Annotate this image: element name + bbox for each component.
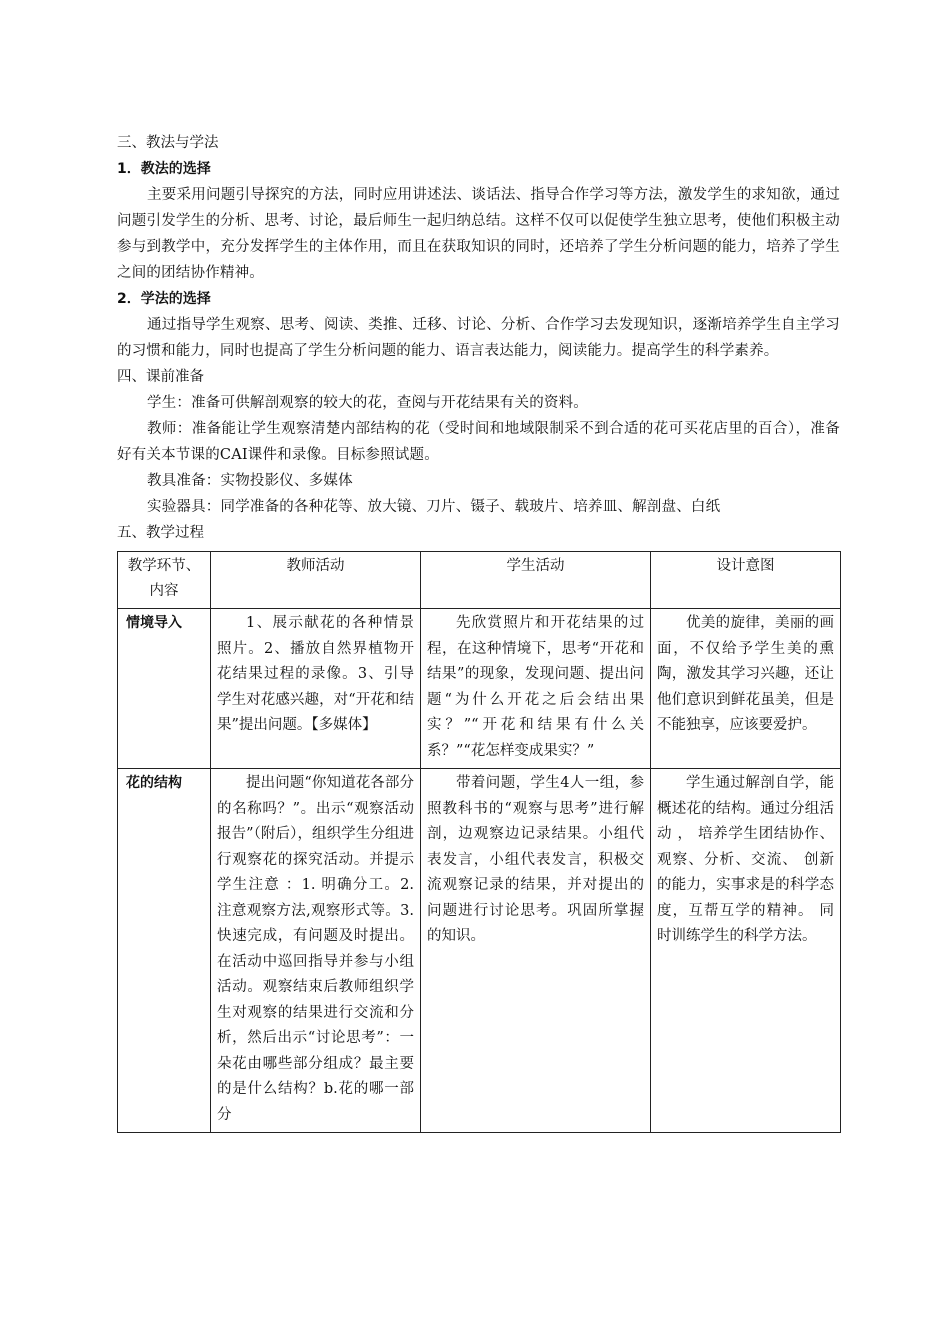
row-student-activity: 带着问题，学生4人一组，参照教科书的“观察与思考”进行解剖，边观察边记录结果。小组代表发言，小组代表发言，积极交流观察记录的结果，并对提出的问题进行讨论思考。巩固所掌握的知识。: [421, 769, 651, 1133]
row-design-intent: 学生通过解剖自学，能概述花的结构。通过分组活动 ， 培养学生团结协作、观察、分析、交流、 创新的能力，实事求是的科学态度，互帮互学的精神。 同时训练学生的科学方法。: [651, 769, 841, 1133]
teaching-method-title: 1．教法的选择: [117, 161, 211, 177]
teaching-process-table: [117, 551, 841, 1133]
row-design-intent: 优美的旋律，美丽的画面，不仅给予学生美的熏陶，激发其学习兴趣，还让他们意识到鲜花虽美，但是不能独享，应该要爱护。: [651, 609, 841, 769]
learning-method-text: 通过指导学生观察、思考、阅读、类推、迁移、讨论、分析、合作学习去发现知识，逐渐培养学生自主学习的习惯和能力，同时也提高了学生分析问题的能力、语言表达能力，阅读能力。提高学生的科学素养。: [117, 317, 840, 359]
row-teacher-activity: 1、展示献花的各种情景照片。2、播放自然界植物开花结果过程的录像。3、引导学生对花感兴趣，对“开花和结果”提出问题。【多媒体】: [211, 609, 421, 769]
row-stage: 情境导入: [118, 609, 211, 769]
table-header-row: [118, 552, 841, 609]
table-row: [118, 609, 841, 769]
prep-tools: 教具准备：实物投影仪、多媒体: [147, 473, 353, 489]
section4-title: 四、课前准备: [117, 369, 204, 385]
learning-method-title: 2．学法的选择: [117, 291, 211, 307]
row-teacher-activity: 提出问题“你知道花各部分的名称吗？”。出示“观察活动报告”（附后），组织学生分组进行观察花的探究活动。并提示学生注意 ：1. 明确分工。2. 注意观察方法,观察形式等。3. 快速完成，有问题及时提出。在活动中巡回指导并参与小组活动。观察结束后教师组织学生对观察的结果进行交流和分析，然后出示“讨论思考”：一朵花由哪些部分组成？最主要的是什么结构？b.花的哪一部分: [211, 769, 421, 1133]
header-student: 学生活动: [421, 552, 651, 609]
section3-title: 三、教法与学法: [117, 135, 219, 151]
document-body: [117, 130, 840, 546]
row-student-activity: 先欣赏照片和开花结果的过程，在这种情境下，思考“开花和结果”的现象，发现问题、提出问题“为什么开花之后会结出果实？”“开花和结果有什么关系？”“花怎样变成果实？”: [421, 609, 651, 769]
prep-students: 学生：准备可供解剖观察的较大的花，查阅与开花结果有关的资料。: [147, 395, 588, 411]
header-stage: 教学环节、内容: [118, 552, 211, 609]
prep-equipment: 实验器具：同学准备的各种花等、放大镜、刀片、镊子、载玻片、培养皿、解剖盘、白纸: [147, 499, 721, 515]
prep-teacher: 教师：准备能让学生观察清楚内部结构的花（受时间和地域限制采不到合适的花可买花店里的百合），准备好有关本节课的CAI课件和录像。目标参照试题。: [117, 421, 840, 463]
header-intent: 设计意图: [651, 552, 841, 609]
header-teacher: 教师活动: [211, 552, 421, 609]
section5-title: 五、教学过程: [117, 525, 204, 541]
row-stage: 花的结构: [118, 769, 211, 1133]
teaching-method-text: 主要采用问题引导探究的方法，同时应用讲述法、谈话法、指导合作学习等方法，激发学生的求知欲，通过问题引发学生的分析、思考、讨论，最后师生一起归纳总结。这样不仅可以促使学生独立思考，使他们积极主动参与到教学中，充分发挥学生的主体作用，而且在获取知识的同时，还培养了学生分析问题的能力，培养了学生之间的团结协作精神。: [117, 187, 840, 281]
table-row: [118, 769, 841, 1133]
